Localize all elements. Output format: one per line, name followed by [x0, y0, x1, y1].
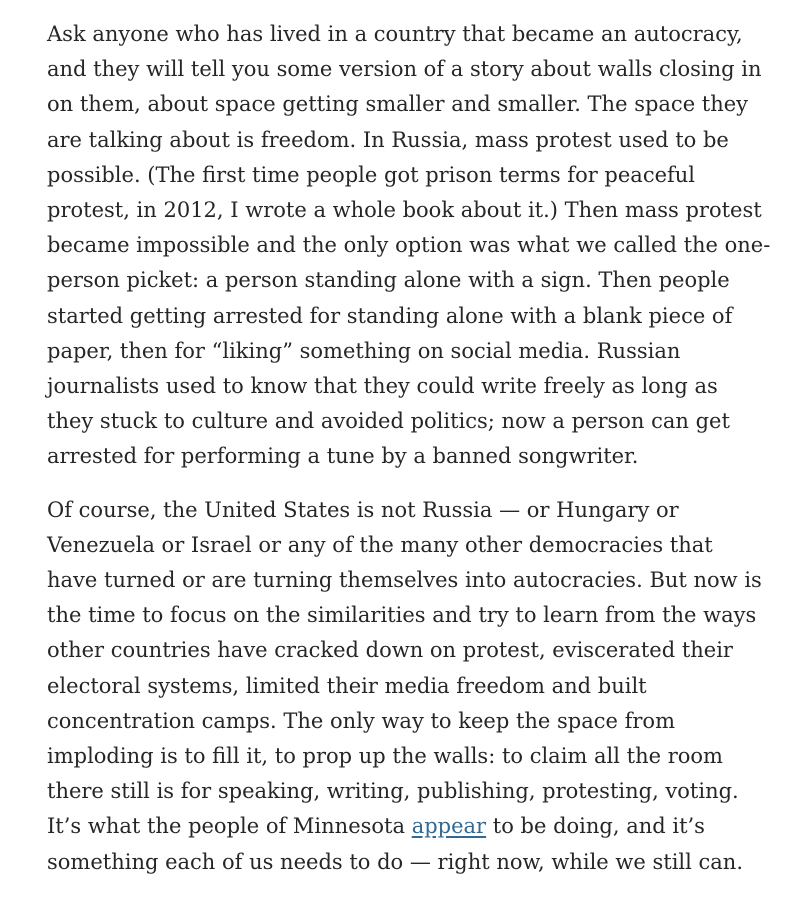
article-body [47, 17, 772, 898]
text-line: possible. (The first time people got prison terms for peaceful [47, 162, 696, 187]
text-line: arrested for performing a tune by a banned songwriter. [47, 444, 639, 469]
text-line: they stuck to culture and avoided politics; now a person can get [47, 409, 730, 434]
text-line: something each of us needs to do — right now, while we still can. [47, 849, 744, 874]
text-line: became impossible and the only option was what we called the one- [47, 233, 771, 258]
text-line: Venezuela or Israel or any of the many other democracies that [47, 532, 713, 557]
text-line: and they will tell you some version of a story about walls closing in [47, 57, 762, 82]
text-line: have turned or are turning themselves into autocracies. But now is [47, 568, 762, 593]
paragraph-1 [47, 17, 772, 475]
text-line: are talking about is freedom. In Russia, mass protest used to be [47, 127, 729, 152]
appear-link[interactable]: appear [411, 814, 487, 839]
text-before-link: It’s what the people of Minnesota [47, 814, 412, 839]
text-line: started getting arrested for standing alone with a blank piece of [47, 303, 733, 328]
text-line: there still is for speaking, writing, publishing, protesting, voting. [47, 779, 739, 804]
text-line: person picket: a person standing alone with a sign. Then people [47, 268, 730, 293]
text-line: concentration camps. The only way to keep the space from [47, 708, 675, 733]
text-after-link: to be doing, and it’s [486, 814, 705, 839]
text-line: electoral systems, limited their media freedom and built [47, 673, 647, 698]
text-line: imploding is to fill it, to prop up the walls: to claim all the room [47, 744, 723, 769]
text-line-with-link [47, 809, 772, 844]
text-line: journalists used to know that they could write freely as long as [47, 374, 718, 399]
text-line: protest, in 2012, I wrote a whole book about it.) Then mass protest [47, 198, 762, 223]
text-line: on them, about space getting smaller and smaller. The space they [47, 92, 749, 117]
text-line: paper, then for “liking” something on social media. Russian [47, 338, 681, 363]
text-line: the time to focus on the similarities and try to learn from the ways [47, 603, 757, 628]
paragraph-2 [47, 493, 772, 880]
text-line: other countries have cracked down on protest, eviscerated their [47, 638, 733, 663]
text-line: Of course, the United States is not Russia — or Hungary or [47, 497, 679, 522]
text-line: Ask anyone who has lived in a country that became an autocracy, [47, 22, 743, 46]
